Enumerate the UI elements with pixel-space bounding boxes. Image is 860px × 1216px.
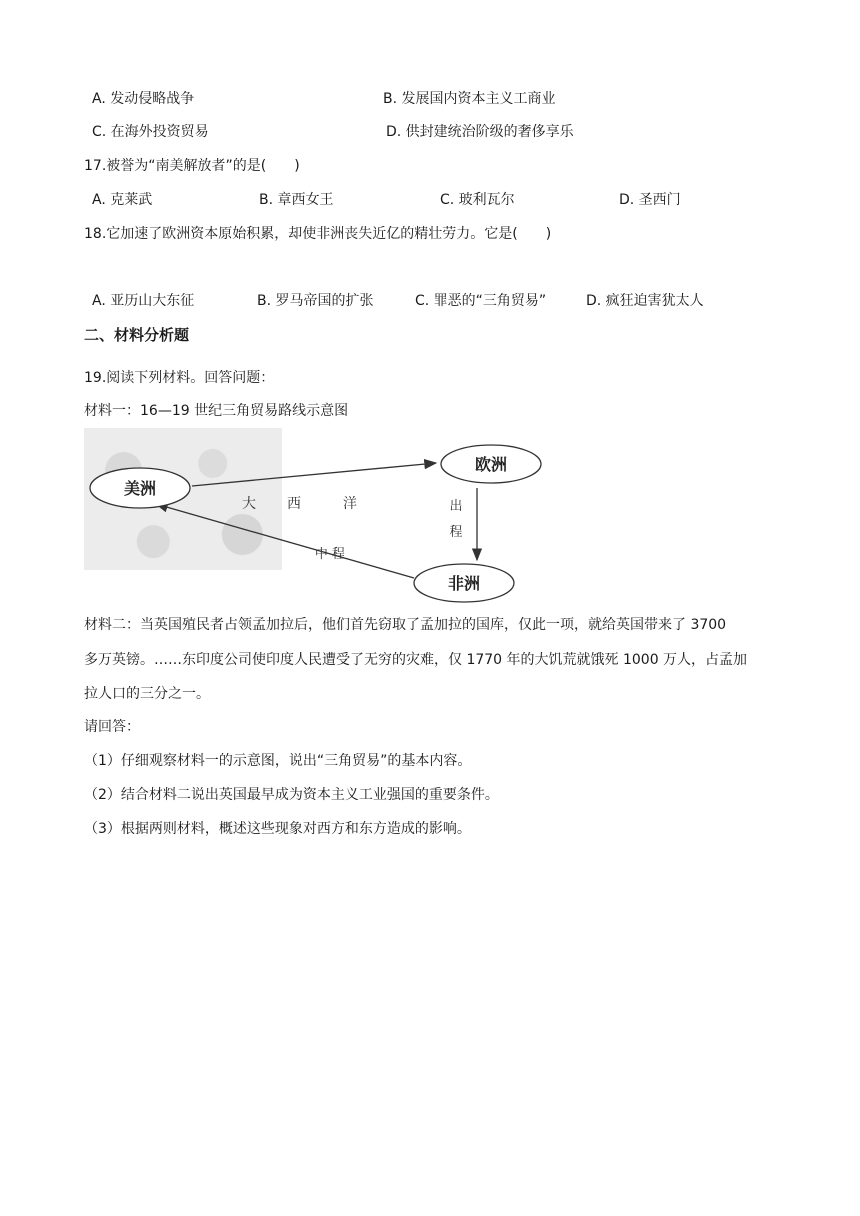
q18-option-d: D. 疯狂迫害犹太人 [586, 293, 704, 309]
q18-option-c: C. 罪恶的“三角贸易” [415, 293, 547, 309]
q19-stem: 19.阅读下列材料。回答问题： [84, 370, 275, 386]
q16-option-a: A. 发动侵略战争 [92, 91, 195, 107]
q17-option-c: C. 玻利瓦尔 [440, 192, 515, 208]
q18-option-b: B. 罗马帝国的扩张 [257, 293, 374, 309]
q16-option-d: D. 供封建统治阶级的奢侈享乐 [386, 124, 574, 140]
sub-question-3: （3）根据两则材料，概述这些现象对西方和东方造成的影响。 [84, 821, 471, 837]
q18-stem: 18.它加速了欧洲资本原始积累，却使非洲丧失近亿的精壮劳力。它是( ) [84, 226, 552, 242]
ocean-char-1: 大 [242, 496, 256, 512]
material2-line-2: 多万英镑。……东印度公司使印度人民遭受了无穷的灾难，仅 1770 年的大饥荒就饿死 1000 万人，占孟加 [84, 652, 748, 668]
q17-option-d: D. 圣西门 [619, 192, 681, 208]
answer-prompt: 请回答： [84, 719, 140, 735]
node-europe-label: 欧洲 [474, 455, 508, 474]
material2-line-3: 拉人口的三分之一。 [84, 686, 210, 702]
arrow-americas-to-europe [192, 463, 436, 486]
material2-line-1: 材料二：当英国殖民者占领孟加拉后，他们首先窃取了孟加拉的国库，仅此一项，就给英国带来了 3700 [84, 617, 727, 633]
q17-stem: 17.被誉为“南美解放者”的是( ) [84, 158, 300, 174]
arrow-africa-to-americas [156, 504, 414, 578]
material1-label: 材料一：16—19 世纪三角贸易路线示意图 [84, 403, 349, 419]
leg-bottom-label: 中 程 [314, 547, 346, 562]
diagram-svg [84, 428, 554, 610]
triangle-trade-diagram [84, 428, 554, 610]
node-americas-label: 美洲 [123, 479, 157, 498]
q17-option-a: A. 克莱武 [92, 192, 153, 208]
q16-option-c: C. 在海外投资贸易 [92, 124, 209, 140]
ocean-char-3: 洋 [343, 496, 357, 512]
ocean-char-2: 西 [287, 496, 301, 512]
leg-right-char-1: 出 [449, 499, 463, 514]
leg-right-char-2: 程 [449, 525, 463, 540]
q16-option-b: B. 发展国内资本主义工商业 [383, 91, 556, 107]
sub-question-1: （1）仔细观察材料一的示意图，说出“三角贸易”的基本内容。 [84, 753, 472, 769]
node-africa-label: 非洲 [447, 574, 481, 593]
section-title: 二、材料分析题 [84, 326, 190, 344]
q17-option-b: B. 章西女王 [259, 192, 334, 208]
q18-option-a: A. 亚历山大东征 [92, 293, 195, 309]
sub-question-2: （2）结合材料二说出英国最早成为资本主义工业强国的重要条件。 [84, 787, 499, 803]
